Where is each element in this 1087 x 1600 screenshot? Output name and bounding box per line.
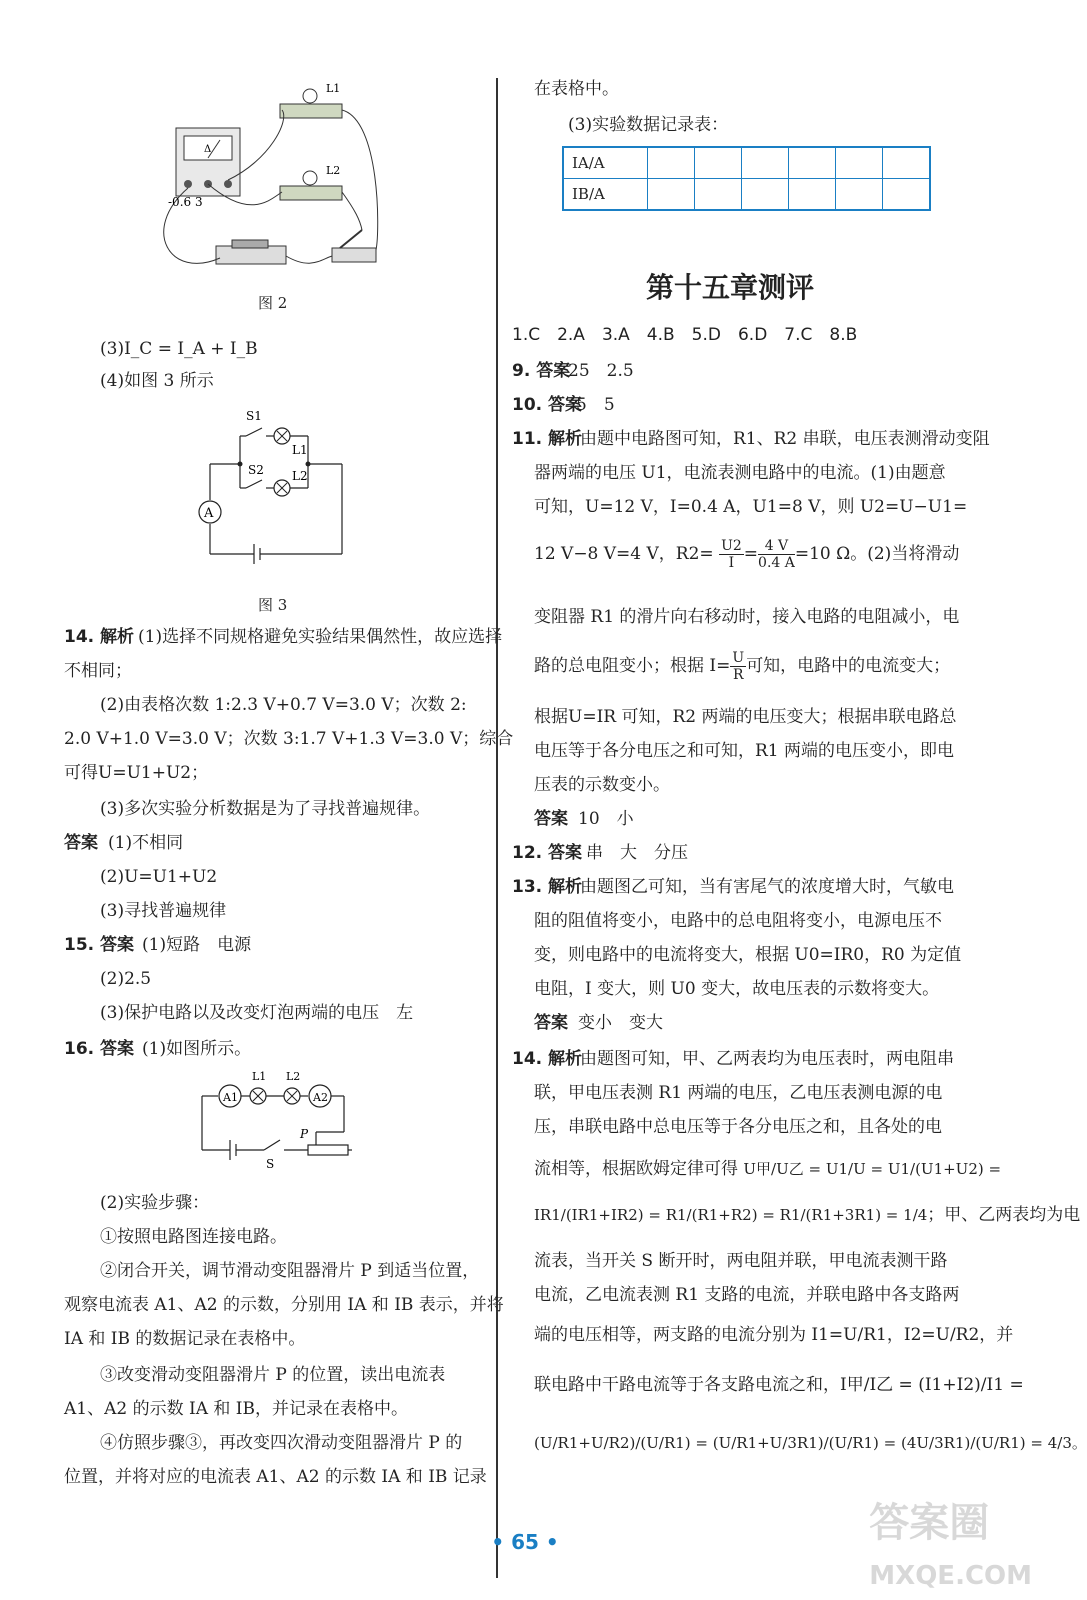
q14-right-j: (U/R1+U/R2)/(U/R1) = (U/R1+U/3R1)/(U/R1) = (4U/3R1)/(U/R1) = 4/3。 (534, 1434, 1087, 1452)
q11-h: 电压等于各分电压之和可知，R1 两端的电压变小，即电 (534, 741, 955, 761)
fig16-label-p: P (300, 1127, 309, 1141)
q14-right-c: 压，串联电路中总电压等于各分电压之和，且各处的电 (534, 1117, 942, 1137)
q14-left-e: 可得U=U1+U2； (64, 763, 209, 783)
q14-right-h: 端的电压相等，两支路的电流分别为 I1=U/R1，I2=U/R2，并 (534, 1325, 1014, 1345)
mc-answers: 1.C 2.A 3.A 4.B 5.D 6.D 7.C 8.B (512, 325, 858, 345)
q13-d: 电阻，I 变大，则 U0 变大，故电压表的示数将变大。 (534, 979, 940, 999)
q13-b: 阻的阻值将变小，电路中的总电阻将变小，电源电压不 (534, 911, 942, 931)
fig16-label-s: S (266, 1157, 275, 1171)
q15-label: 15. 答案 (64, 935, 135, 955)
fig3-label-l1: L1 (292, 443, 308, 457)
q14-right-e: IR1/(IR1+IR2) = R1/(R1+R2) = R1/(R1+3R1) = 1/4；甲、乙两表均为电 (534, 1205, 1081, 1225)
right-line-1: 在表格中。 (534, 79, 619, 99)
figure-2-caption: 图 2 (258, 294, 288, 312)
q10-answer: 5 5 (576, 395, 615, 415)
q14-left-ans1: (1)不相同 (108, 833, 184, 853)
q11-i: 压表的示数变小。 (534, 775, 670, 795)
table-row-header: IA/A (563, 147, 648, 179)
q11-label: 11. 解析 (512, 429, 583, 449)
q16-10: 位置，并将对应的电流表 A1、A2 的示数 IA 和 IB 记录 (64, 1467, 487, 1487)
fig3-label-a: A (204, 506, 214, 521)
fig16-label-a2: A2 (313, 1091, 328, 1104)
q14-left-ans2: (2)U=U1+U2 (100, 867, 218, 887)
q16-3: ①按照电路图连接电路。 (100, 1227, 287, 1247)
q16-5: 观察电流表 A1、A2 的示数，分别用 IA 和 IB 表示，并将 (64, 1295, 504, 1315)
figure-3-circuit (194, 408, 354, 566)
fig16-label-l2: L2 (286, 1070, 301, 1083)
q14-left-a: (1)选择不同规格避免实验结果偶然性，故应选择 (138, 627, 503, 647)
q14-right-f: 流表，当开关 S 断开时，两电阻并联，甲电流表测干路 (534, 1251, 948, 1271)
left-line-1: (3)I_C = I_A + I_B (100, 339, 258, 359)
q11-e: 变阻器 R1 的滑片向右移动时，接入电路的电阻减小，电 (534, 607, 960, 627)
q13-c: 变，则电路中的电流将变大，根据 U0=IR0，R0 为定值 (534, 945, 962, 965)
fraction-4v-over-04a: $\frac{4 V}{0.4 A}$ (758, 538, 795, 571)
q14-right-i: 联电路中干路电流等于各支路电流之和，I甲/I乙 = (I1+I2)/I1 = (534, 1375, 1024, 1395)
fig3-label-s1: S1 (246, 409, 262, 423)
q14-right-label: 14. 解析 (512, 1049, 583, 1069)
q14-left-d: 2.0 V+1.0 V=3.0 V；次数 3:1.7 V+1.3 V=3.0 V；综合 (64, 729, 514, 749)
q14-left-label: 14. 解析 (64, 627, 135, 647)
right-line-2: (3)实验数据记录表： (568, 115, 729, 135)
q12-label: 12. 答案 (512, 843, 583, 863)
q16-6: IA 和 IB 的数据记录在表格中。 (64, 1329, 306, 1349)
fig16-label-a1: A1 (223, 1091, 238, 1104)
q11-f: 路的总电阻变小；根据 I= $\frac{U}{R}$ 可知，电路中的电流变大； (534, 650, 951, 683)
q14-left-b: 不相同； (64, 661, 132, 681)
q15-1: (1)短路 电源 (142, 935, 252, 955)
q13-a: 由题图乙可知，当有害尾气的浓度增大时，气敏电 (580, 877, 954, 897)
fig3-label-s2: S2 (248, 463, 264, 477)
q14-right-b: 联，甲电压表测 R1 两端的电压，乙电压表测电源的电 (534, 1083, 943, 1103)
q11-b: 器两端的电压 U1，电流表测电路中的电流。(1)由题意 (534, 463, 946, 483)
table-row (563, 147, 930, 179)
q14-right-g: 电流，乙电流表测 R1 支路的电流，并联电路中各支路两 (534, 1285, 960, 1305)
table-row-header: IB/A (563, 179, 648, 211)
q16-1: (1)如图所示。 (142, 1039, 252, 1059)
q15-3: (3)保护电路以及改变灯泡两端的电压 左 (100, 1003, 414, 1023)
q12-answer: 串 大 分压 (586, 843, 688, 863)
table-row (563, 179, 930, 211)
q13-label: 13. 解析 (512, 877, 583, 897)
q11-answer: 10 小 (578, 809, 634, 829)
q16-2: (2)实验步骤： (100, 1193, 210, 1213)
q15-2: (2)2.5 (100, 969, 152, 989)
q9-label: 9. 答案 (512, 361, 571, 381)
data-record-table (562, 146, 931, 211)
watermark-logo: 答案圈 MXQE.COM (869, 1500, 1032, 1591)
fig2-terminals: -0.6 3 (168, 195, 203, 209)
q13-answer-label: 答案 (534, 1013, 568, 1033)
q14-left-c: (2)由表格次数 1:2.3 V+0.7 V=3.0 V；次数 2: (100, 695, 467, 715)
column-divider (496, 78, 498, 1578)
q13-answer: 变小 变大 (578, 1013, 663, 1033)
q11-a: 由题中电路图可知，R1、R2 串联，电压表测滑动变阻 (580, 429, 990, 449)
q16-8: A1、A2 的示数 IA 和 IB，并记录在表格中。 (64, 1399, 409, 1419)
q9-answer: 25 2.5 (568, 361, 634, 381)
q11-d: 12 V−8 V=4 V，R2= $\frac{U2}{I}$ = $\frac{4 V}{0.4 A}$ =10 Ω。(2)当将滑动 (534, 538, 960, 571)
page-number: • 65 • (491, 1530, 559, 1554)
figure-16-circuit (196, 1068, 356, 1174)
q14-left-answer-label: 答案 (64, 833, 98, 853)
q16-9: ④仿照步骤③，再改变四次滑动变阻器滑片 P 的 (100, 1433, 463, 1453)
fig3-label-l2: L2 (292, 469, 308, 483)
q16-7: ③改变滑动变阻器滑片 P 的位置，读出电流表 (100, 1365, 446, 1385)
fig2-label-l2: L2 (326, 164, 341, 177)
q10-label: 10. 答案 (512, 395, 583, 415)
figure-2-circuit-photo (140, 80, 400, 275)
chapter-title: 第十五章测评 (646, 271, 815, 304)
fraction-u2-over-i: $\frac{U2}{I}$ (721, 538, 742, 571)
q11-g: 根据U=IR 可知，R2 两端的电压变大；根据串联电路总 (534, 707, 957, 727)
q14-right-a: 由题图可知，甲、乙两表均为电压表时，两电阻串 (580, 1049, 954, 1069)
q16-label: 16. 答案 (64, 1039, 135, 1059)
q11-c: 可知，U=12 V，I=0.4 A，U1=8 V，则 U2=U−U1= (534, 497, 968, 517)
fig2-delta: Δ (204, 144, 212, 155)
q14-right-d: 流相等，根据欧姆定律可得 U甲/U乙 = U1/U = U1/(U1+U2) = (534, 1159, 1002, 1179)
left-line-2: (4)如图 3 所示 (100, 371, 214, 391)
q16-4: ②闭合开关，调节滑动变阻器滑片 P 到适当位置， (100, 1261, 480, 1281)
q11-answer-label: 答案 (534, 809, 568, 829)
fig16-label-l1: L1 (252, 1070, 267, 1083)
fraction-u-over-r: $\frac{U}{R}$ (732, 650, 745, 683)
fig2-label-l1: L1 (326, 82, 341, 95)
q14-left-ans3: (3)寻找普遍规律 (100, 901, 227, 921)
q14-left-f: (3)多次实验分析数据是为了寻找普遍规律。 (100, 799, 431, 819)
figure-3-caption: 图 3 (258, 596, 288, 614)
